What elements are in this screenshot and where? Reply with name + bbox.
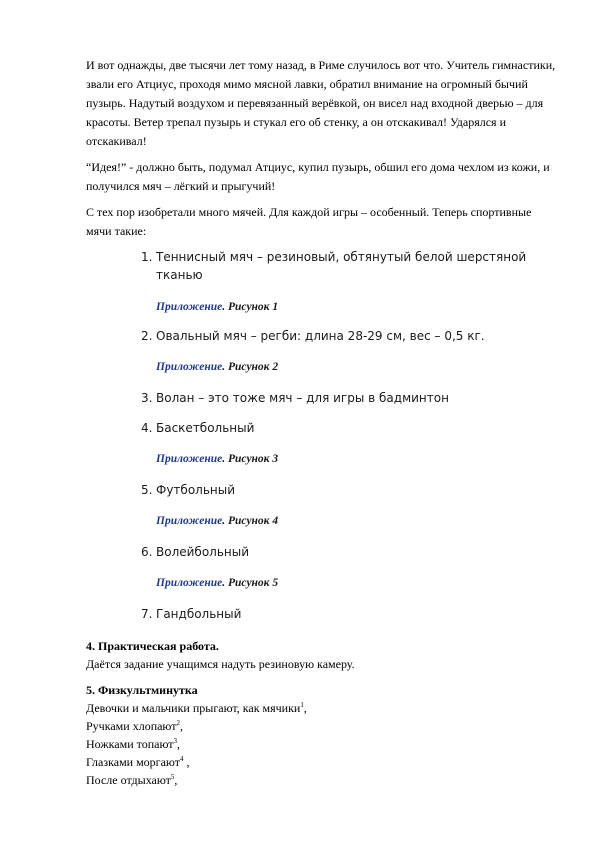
intro-paragraph-1: И вот однажды, две тысячи лет тому назад, в Риме случилось вот что. Учитель гимнастики, звали его Атциус, проходя мимо мясной лавки, обратил внимание на огромный бычий пузырь. Надутый воздухом и перевязанный верёвкой, он висел над входной дверью – для красоты. Ветер трепал пузырь и стукал его об стенку, а он отскакивал! Ударялся и отскакивал! xyxy=(86,58,556,148)
list-item-text: Гандбольный xyxy=(156,607,242,621)
figure-label: . Рисунок 1 xyxy=(222,301,279,313)
list-item-text: Теннисный мяч – резиновый, обтянутый белой шерстяной тканью xyxy=(156,250,527,282)
list-number: 2. xyxy=(141,329,153,343)
poem-punctuation: , xyxy=(183,755,190,769)
exercise-section xyxy=(86,681,556,789)
appendix-label: Приложение xyxy=(156,577,223,589)
appendix-label: Приложение xyxy=(156,361,223,373)
list-number: 4. xyxy=(141,421,153,435)
appendix-reference xyxy=(86,299,556,315)
list-number: 6. xyxy=(141,545,153,559)
list-item xyxy=(86,389,556,407)
document-page xyxy=(86,56,556,789)
poem-text: Глазками моргают xyxy=(86,755,180,769)
list-number: 3. xyxy=(141,391,153,405)
footnote-marker: 5 xyxy=(170,773,175,781)
appendix-label: Приложение xyxy=(156,301,223,313)
list-number: 5. xyxy=(141,483,153,497)
list-item xyxy=(86,419,556,437)
appendix-label: Приложение xyxy=(156,515,223,527)
section-heading: 5. Физкультминутка xyxy=(86,683,198,697)
poem-text: После отдыхают xyxy=(86,773,171,787)
balls-list xyxy=(86,248,556,623)
section-text: Даётся задание учащимся надуть резиновую камеру. xyxy=(86,657,355,671)
appendix-reference xyxy=(86,451,556,467)
poem-punctuation: , xyxy=(177,737,181,751)
poem-punctuation: , xyxy=(303,701,307,715)
list-item-text: Волан – это тоже мяч – для игры в бадминтон xyxy=(156,391,449,405)
appendix-reference xyxy=(86,575,556,591)
intro-paragraph-3: С тех пор изобретали много мячей. Для каждой игры – особенный. Теперь спортивные мячи такие: xyxy=(86,205,532,238)
figure-label: . Рисунок 4 xyxy=(222,515,279,527)
list-item-text: Овальный мяч – регби: длина 28-29 см, вес – 0,5 кг. xyxy=(156,329,485,343)
poem-punctuation: , xyxy=(180,719,183,733)
poem-line xyxy=(86,699,556,717)
poem-line xyxy=(86,717,556,735)
list-item xyxy=(86,481,556,499)
footnote-marker: 2 xyxy=(176,719,180,727)
poem-line xyxy=(86,771,556,789)
list-item xyxy=(86,248,556,284)
poem-line xyxy=(86,735,556,753)
list-item-text: Футбольный xyxy=(156,483,236,497)
list-number: 7. xyxy=(141,607,153,621)
list-item xyxy=(86,605,556,623)
figure-label: . Рисунок 2 xyxy=(222,361,279,373)
list-item-text: Баскетбольный xyxy=(156,421,255,435)
footnote-marker: 1 xyxy=(300,701,304,709)
figure-label: . Рисунок 3 xyxy=(222,453,279,465)
footnote-marker: 3 xyxy=(173,737,178,745)
practical-section xyxy=(86,637,556,673)
appendix-label: Приложение xyxy=(156,453,223,465)
poem-text: Ножками топают xyxy=(86,737,174,751)
poem-line xyxy=(86,753,556,771)
poem-text: Ручками хлопают xyxy=(86,719,177,733)
section-heading: 4. Практическая работа. xyxy=(86,639,219,653)
list-item xyxy=(86,543,556,561)
figure-label: . Рисунок 5 xyxy=(222,577,279,589)
poem-punctuation: , xyxy=(174,773,178,787)
appendix-reference xyxy=(86,513,556,529)
poem-text: Девочки и мальчики прыгают, как мячики xyxy=(86,701,301,715)
intro-paragraph-2: “Идея!” - должно быть, подумал Атциус, купил пузырь, обшил его дома чехлом из кожи, и получился мяч – лёгкий и прыгучий! xyxy=(86,160,550,193)
footnote-marker: 4 xyxy=(179,755,184,763)
list-item xyxy=(86,327,556,345)
list-number: 1. xyxy=(141,250,153,264)
list-item-text: Волейбольный xyxy=(156,545,250,559)
appendix-reference xyxy=(86,359,556,375)
